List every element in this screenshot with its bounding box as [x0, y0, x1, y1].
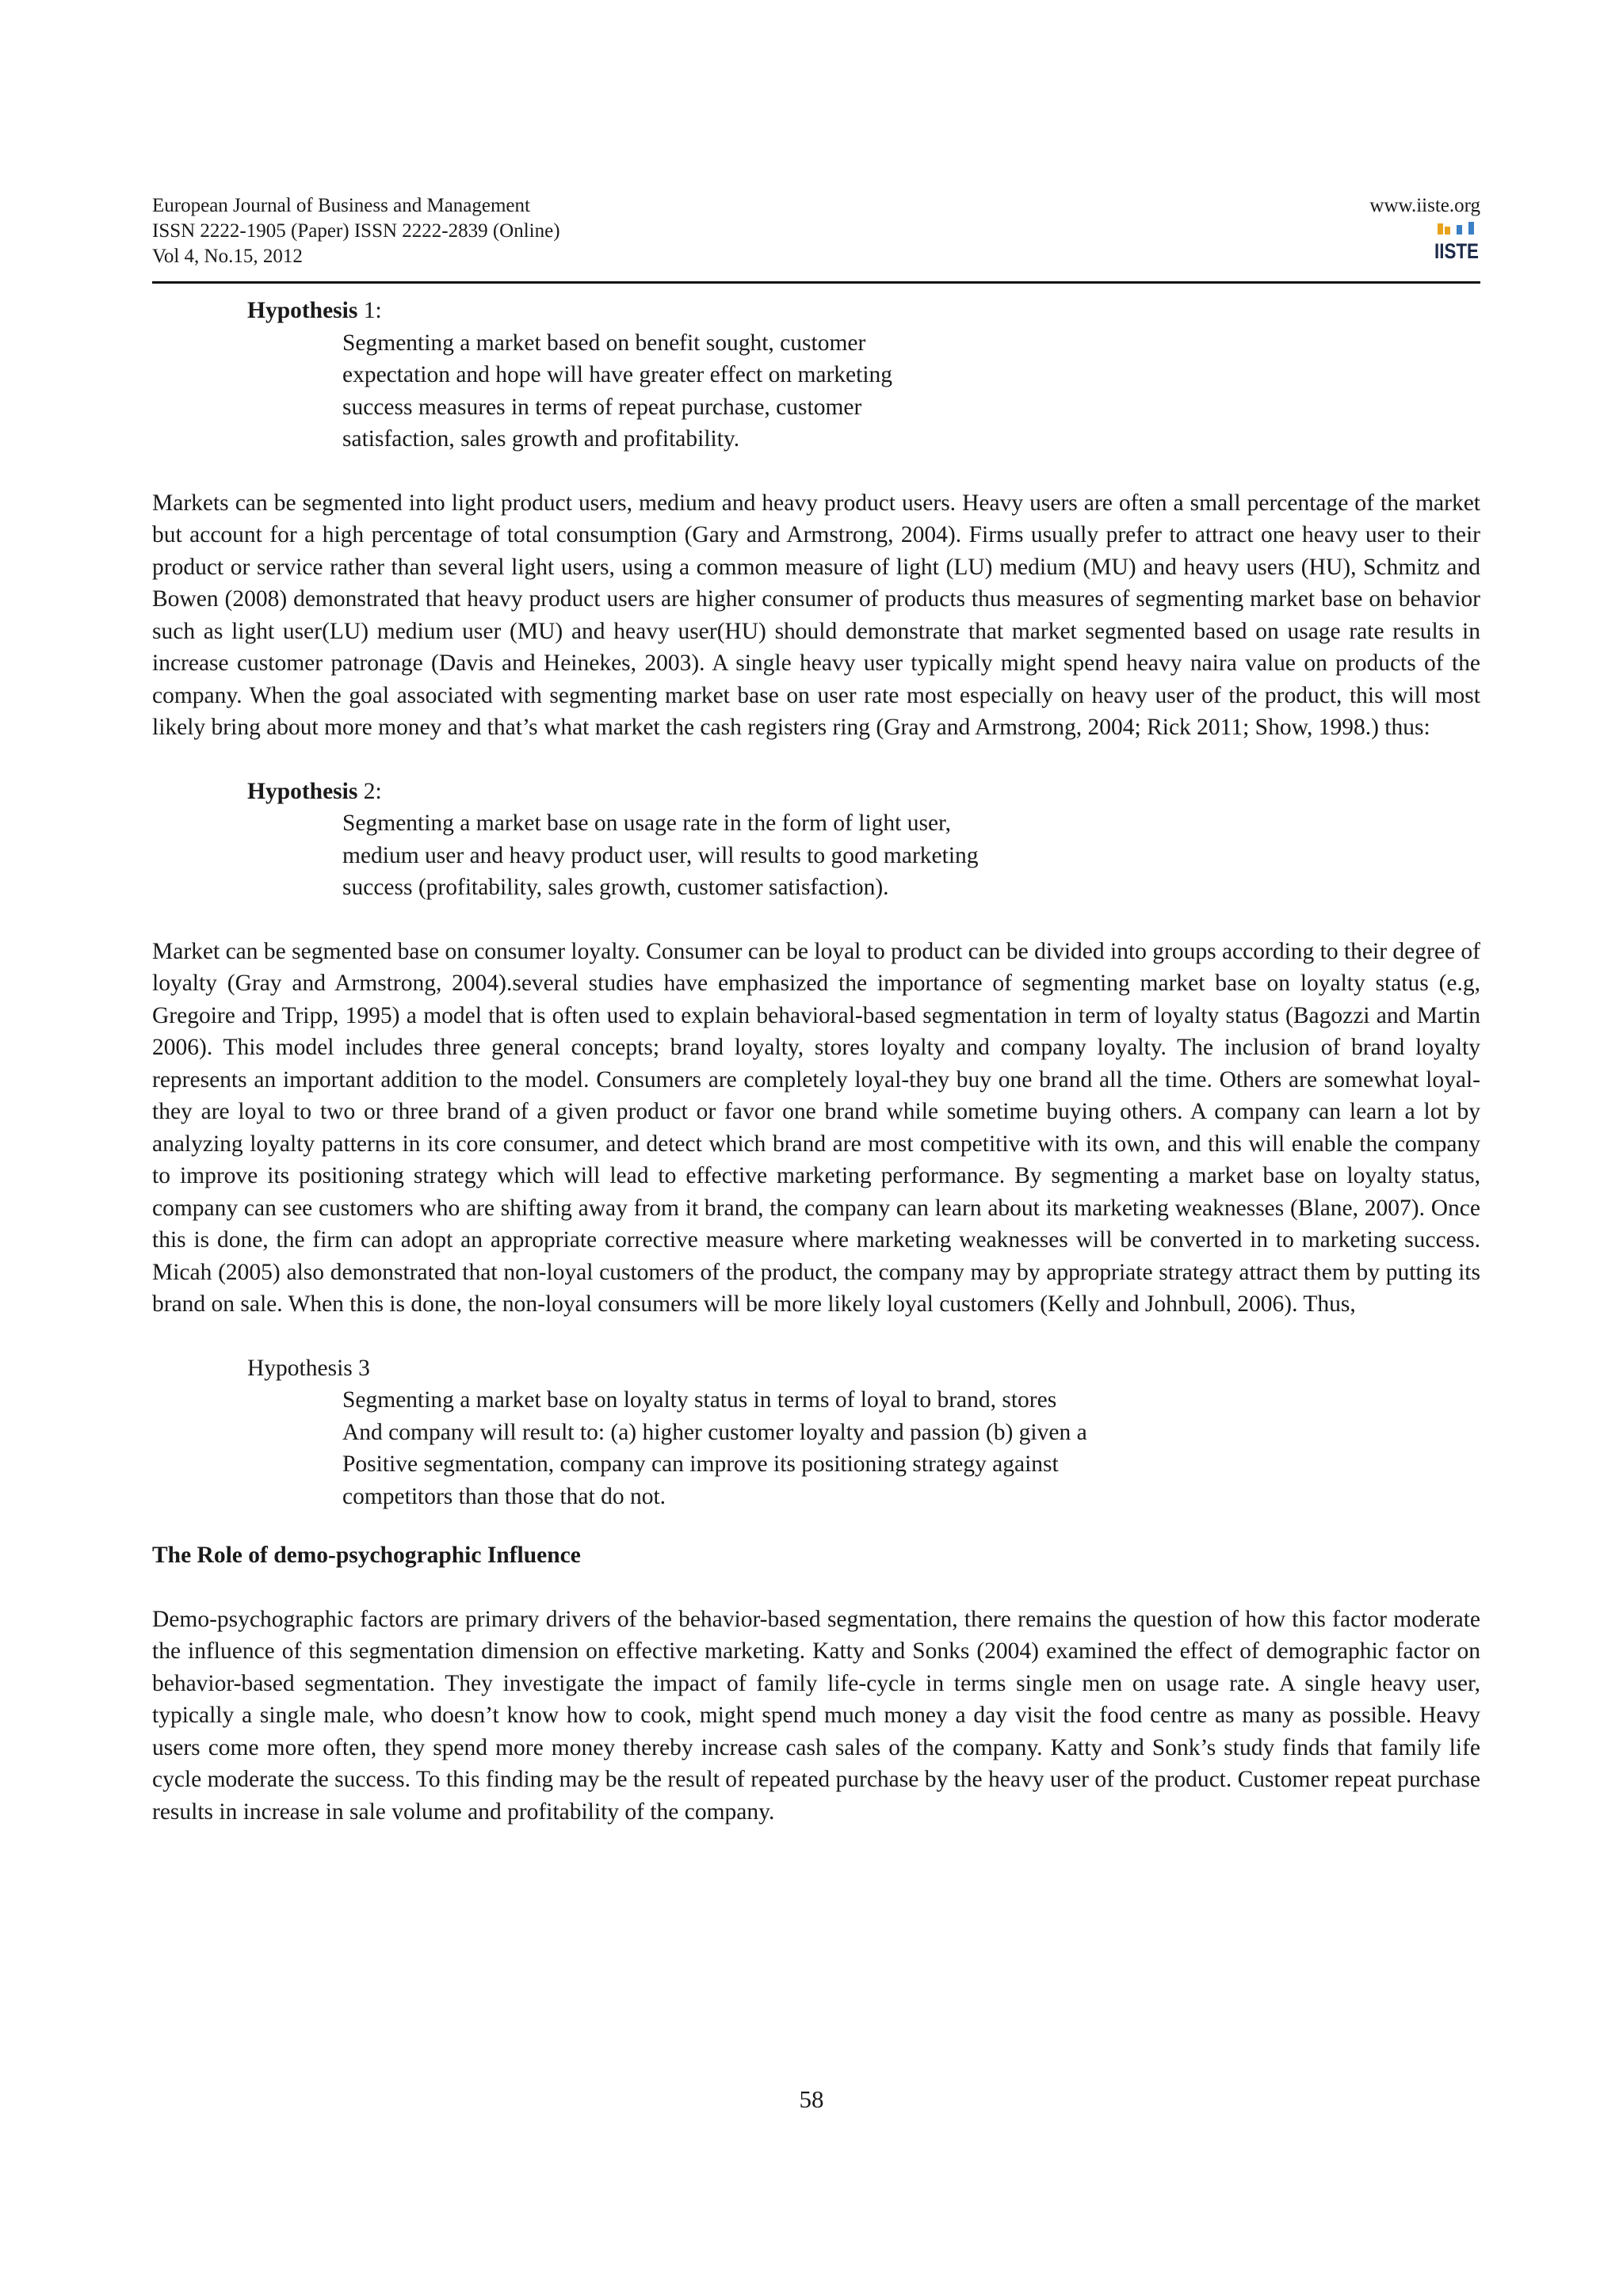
hypothesis-1-heading — [247, 295, 1480, 327]
page-header — [152, 193, 1480, 282]
hypothesis-1-text — [342, 327, 1182, 456]
hypothesis-2-text — [342, 807, 1182, 904]
article-body — [152, 295, 1480, 1828]
header-rule — [152, 281, 1480, 284]
journal-title: European Journal of Business and Management — [152, 195, 530, 216]
hypothesis-2-line: Segmenting a market base on usage rate in the form of light user, — [342, 810, 952, 836]
section-heading: The Role of demo-psychographic Influence — [152, 1543, 581, 1568]
hypothesis-3-text — [342, 1384, 1293, 1512]
hypothesis-3-line: And company will result to: (a) higher customer loyalty and passion (b) given a — [342, 1419, 1087, 1445]
hypothesis-1-number: 1: — [357, 298, 382, 323]
hypothesis-3-line: Positive segmentation, company can improve its positioning strategy against — [342, 1451, 1059, 1477]
hypothesis-3-heading: Hypothesis 3 — [247, 1355, 370, 1381]
hypothesis-2-number: 2: — [357, 778, 382, 804]
hypothesis-1-label: Hypothesis — [247, 298, 358, 323]
journal-issn: ISSN 2222-1905 (Paper) ISSN 2222-2839 (Online) — [152, 220, 560, 242]
journal-volume: Vol 4, No.15, 2012 — [152, 246, 303, 267]
journal-info — [152, 193, 560, 269]
hypothesis-1-line: satisfaction, sales growth and profitability. — [342, 426, 740, 452]
hypothesis-1-line: Segmenting a market based on benefit sought, customer — [342, 330, 866, 356]
hypothesis-2-label: Hypothesis — [247, 778, 358, 804]
hypothesis-3-line: Segmenting a market base on loyalty status in terms of loyal to brand, stores — [342, 1387, 1057, 1413]
hypothesis-3-line: competitors than those that do not. — [342, 1483, 666, 1509]
hypothesis-2-line: medium user and heavy product user, will results to good marketing — [342, 842, 979, 868]
paragraph-usage-rate: Markets can be segmented into light product users, medium and heavy product users. Heavy users are often a small percentage of the market but account for a high percentage of total consumption (Gary and Armstrong, 2004). Firms usually prefer to attract one heavy user to their product or service rather than several light users, using a common measure of light (LU) medium (MU) and heavy users (HU), Schmitz and Bowen (2008) demonstrated that heavy product users are higher consumer of products thus measures of segmenting market base on behavior such as light user(LU) medium user (MU) and heavy user(HU) should demonstrate that market segmented based on usage rate results in increase customer patronage (Davis and Heinekes, 2003). A single heavy user typically might spend heavy naira value on products of the company. When the goal associated with segmenting market base on user rate most especially on heavy user of the product, this will most likely bring about more money and that’s what market the cash registers ring (Gray and Armstrong, 2004; Rick 2011; Show, 1998.) thus: — [152, 490, 1480, 740]
paragraph-loyalty: Market can be segmented base on consumer loyalty. Consumer can be loyal to product can be divided into groups according to their degree of loyalty (Gray and Armstrong, 2004).several studies have emphasized the importance of segmenting market base on loyalty status (e.g, Gregoire and Tripp, 1995) a model that is often used to explain behavioral-based segmentation in term of loyalty status (Bagozzi and Martin 2006). This model includes three general concepts; brand loyalty, stores loyalty and company loyalty. The inclusion of brand loyalty represents an important addition to the model. Consumers are completely loyal-they buy one brand all the time. Others are somewhat loyal-they are loyal to two or three brand of a given product or favor one brand while sometime buying others. A company can learn a lot by analyzing loyalty patterns in its core consumer, and detect which brand are most competitive with its own, and this will enable the company to improve its positioning strategy which will lead to effective marketing performance. By segmenting a market base on loyalty status, company can see customers who are shifting away from it brand, the company can learn about its marketing weaknesses (Blane, 2007). Once this is done, the firm can adopt an appropriate corrective measure where marketing weaknesses will be converted in to marketing success. Micah (2005) also demonstrated that non-loyal customers of the product, the company may by appropriate strategy attract them by putting its brand on sale. When this is done, the non-loyal consumers will be more likely loyal customers (Kelly and Johnbull, 2006). Thus, — [152, 938, 1480, 1317]
paragraph-demo-psychographic: Demo-psychographic factors are primary drivers of the behavior-based segmentation, there remains the question of how this factor moderate the influence of this segmentation dimension on effective marketing. Katty and Sonks (2004) examined the effect of demographic factor on behavior-based segmentation. They investigate the impact of family life-cycle in terms single men on usage rate. A single heavy user, typically a single male, who doesn’t know how to cook, might spend much money a day visit the food centre as many as possible. Heavy users come more often, they spend more money thereby increase cash sales of the company. Katty and Sonk’s study finds that family life cycle moderate the success. To this finding may be the result of repeated purchase by the heavy user of the product. Customer repeat purchase results in increase in sale volume and profitability of the company. — [152, 1606, 1480, 1825]
hypothesis-1-line: expectation and hope will have greater effect on marketing — [342, 362, 893, 387]
hypothesis-2-line: success (profitability, sales growth, customer satisfaction). — [342, 875, 889, 900]
page-number: 58 — [799, 2085, 824, 2113]
hypothesis-2-heading — [247, 776, 1480, 808]
svg-text:IISTE: IISTE — [1434, 239, 1479, 263]
hypothesis-1-line: success measures in terms of repeat purchase, customer — [342, 394, 862, 420]
iiste-logo — [1433, 222, 1480, 261]
journal-url[interactable]: www.iiste.org — [1369, 195, 1480, 216]
